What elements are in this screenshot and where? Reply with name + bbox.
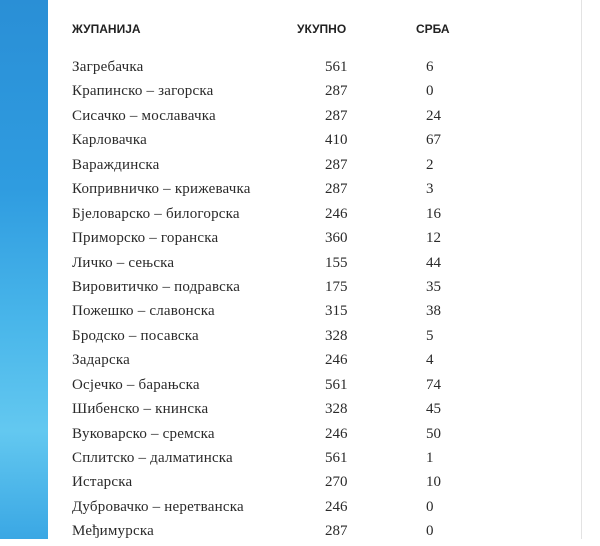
serbs-value: 16 [426,205,441,222]
county-name: Пожешко – славонска [72,303,215,320]
serbs-value: 0 [426,83,434,100]
total-value: 561 [325,59,348,75]
total-value: 328 [325,327,348,344]
total-value: 246 [325,498,348,515]
total-value: 287 [325,181,348,198]
county-name: Загребачка [72,59,144,75]
header-county: ЖУПАНИЈА [72,22,141,36]
serbs-value: 24 [426,107,441,124]
serbs-value: 38 [426,303,441,320]
county-name: Вараждинска [72,156,160,173]
total-value: 315 [325,303,348,320]
serbs-value: 2 [426,156,434,173]
county-name: Карловачка [72,132,147,149]
county-name: Сисачко – мославачка [72,107,216,124]
serbs-value: 50 [426,425,441,442]
county-name: Вировитичко – подравска [72,278,241,295]
serbs-value: 0 [426,523,434,540]
table-row [0,301,600,325]
total-value: 246 [325,352,348,369]
total-value: 287 [325,107,348,124]
county-name: Копривничко – крижевачка [72,181,251,198]
table-row [0,81,600,105]
table-row [0,228,600,252]
serbs-value: 1 [426,450,434,466]
serbs-value: 12 [426,230,441,247]
total-value: 410 [325,132,348,149]
serbs-value: 0 [426,498,434,515]
total-value: 155 [325,254,348,271]
county-name: Бродско – посавска [72,327,199,344]
table-row [0,350,600,374]
table-row [0,326,600,350]
serbs-value: 4 [426,352,434,369]
serbs-value: 6 [426,59,434,75]
table-row [0,204,600,228]
county-name: Међимурска [72,523,154,540]
table-row [0,130,600,154]
total-value: 328 [325,401,348,418]
header-total: УКУПНО [297,22,347,36]
serbs-value: 45 [426,401,441,418]
total-value: 175 [325,278,348,295]
table-row [0,57,600,81]
total-value: 561 [325,376,348,393]
table-row [0,277,600,301]
table-row [0,253,600,277]
total-value: 287 [325,523,348,540]
county-name: Личко – сењска [72,254,175,271]
table-row [0,179,600,203]
county-name: Крапинско – загорска [72,83,214,100]
table-row [0,521,600,545]
county-name: Приморско – горанска [72,230,219,247]
county-name: Дубровачко – неретванска [72,498,244,515]
total-value: 360 [325,230,348,247]
table-row [0,448,600,472]
table-row [0,497,600,521]
county-name: Шибенско – книнска [72,401,209,418]
county-name: Бјеловарско – билогорска [72,205,240,222]
serbs-value: 44 [426,254,441,271]
table-body [0,57,600,546]
table-row [0,106,600,130]
total-value: 246 [325,425,348,442]
county-name: Вуковарско – сремска [72,425,215,442]
total-value: 270 [325,474,348,491]
table-row [0,399,600,423]
county-name: Сплитско – далматинска [72,450,233,466]
table-row [0,375,600,399]
county-name: Истарска [72,474,133,491]
table-row [0,155,600,179]
table-row [0,472,600,496]
table-header [0,22,600,38]
serbs-value: 74 [426,376,441,393]
serbs-value: 10 [426,474,441,491]
header-serbs: СРБА [416,22,450,36]
county-name: Задарска [72,352,130,369]
total-value: 561 [325,450,348,466]
serbs-value: 35 [426,278,441,295]
county-name: Осјечко – барањска [72,376,200,393]
total-value: 287 [325,83,348,100]
total-value: 287 [325,156,348,173]
serbs-value: 5 [426,327,434,344]
serbs-value: 67 [426,132,441,149]
serbs-value: 3 [426,181,434,198]
table-row [0,424,600,448]
total-value: 246 [325,205,348,222]
